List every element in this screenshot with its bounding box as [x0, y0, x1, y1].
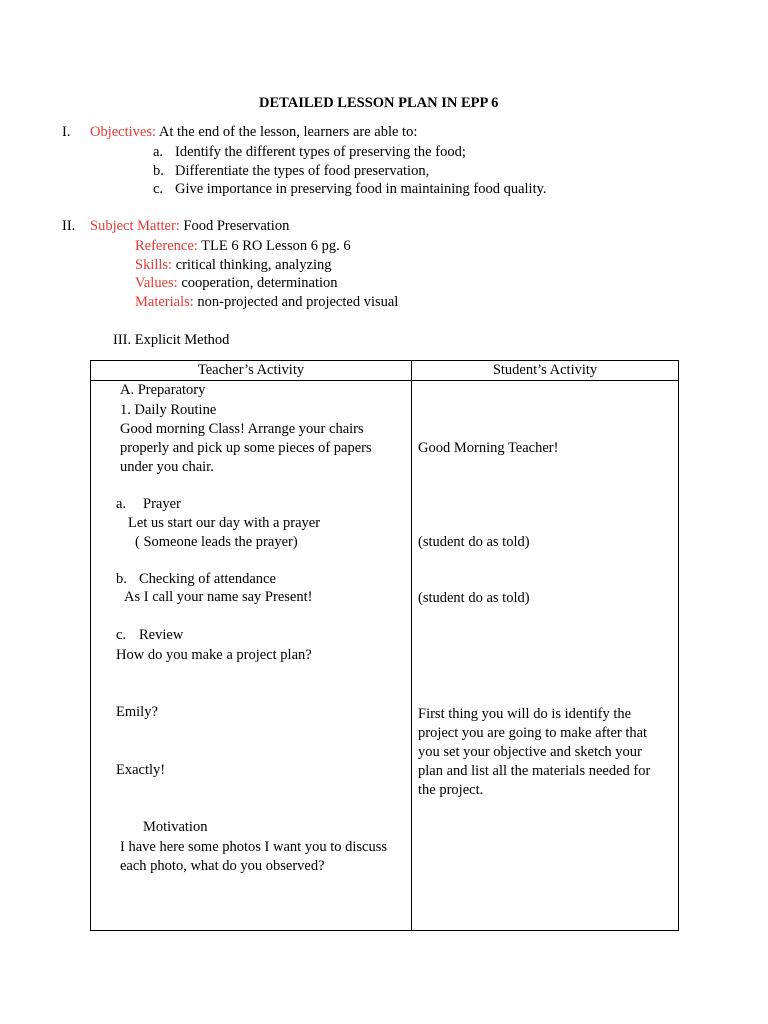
- affirm-text: Exactly!: [116, 762, 166, 778]
- motivation-title: Motivation: [143, 819, 208, 835]
- answer-line-5: the project.: [418, 782, 484, 798]
- values-value: cooperation, determination: [181, 275, 338, 291]
- attendance-reply: (student do as told): [418, 590, 530, 606]
- values-label: Values:: [135, 275, 178, 291]
- review-question: How do you make a project plan?: [116, 647, 312, 663]
- answer-line-1: First thing you will do is identify the: [418, 706, 632, 722]
- answer-line-4: plan and list all the materials needed for: [418, 763, 651, 779]
- prayer-title: Prayer: [143, 496, 181, 512]
- student-activity-cell: [412, 381, 679, 931]
- skills-label: Skills:: [135, 257, 173, 273]
- attendance-title: Checking of attendance: [139, 571, 276, 587]
- materials-value: non-projected and projected visual: [197, 294, 399, 310]
- objective-item-b: Differentiate the types of food preservation,: [175, 163, 430, 179]
- objective-letter-c: c.: [153, 181, 164, 197]
- reference-line: [135, 237, 351, 256]
- skills-value: critical thinking, analyzing: [175, 257, 332, 273]
- objectives-intro: At the end of the lesson, learners are able to:: [158, 124, 418, 140]
- preparatory-heading: A. Preparatory: [120, 382, 206, 398]
- objective-item-a: Identify the different types of preserving the food;: [175, 144, 466, 160]
- attendance-letter: b.: [116, 571, 127, 587]
- motivation-line-2: each photo, what do you observed?: [120, 858, 325, 874]
- objectives-numeral: I.: [62, 124, 71, 140]
- subject-numeral: II.: [62, 218, 76, 234]
- table-header-row: [91, 361, 679, 381]
- daily-routine-heading: 1. Daily Routine: [120, 402, 217, 418]
- subject-line: [90, 217, 289, 236]
- greeting-line-2: properly and pick up some pieces of papers: [120, 440, 372, 456]
- teacher-activity-cell: [91, 381, 412, 931]
- objectives-label: Objectives:: [90, 124, 157, 140]
- table-body-row: [91, 381, 679, 931]
- student-activity-header: Student’s Activity: [412, 361, 679, 381]
- greeting-line-1: Good morning Class! Arrange your chairs: [120, 421, 364, 437]
- review-title: Review: [139, 627, 184, 643]
- reference-value: TLE 6 RO Lesson 6 pg. 6: [201, 238, 351, 254]
- activity-table: [90, 360, 679, 931]
- answer-line-2: project you are going to make after that: [418, 725, 648, 741]
- materials-line: [135, 293, 398, 312]
- prayer-line-2: ( Someone leads the prayer): [135, 534, 298, 550]
- prayer-line-1: Let us start our day with a prayer: [128, 515, 321, 531]
- greeting-line-3: under you chair.: [120, 459, 214, 475]
- skills-line: [135, 256, 332, 275]
- attendance-line: As I call your name say Present!: [124, 589, 313, 605]
- call-student-text: Emily?: [116, 704, 158, 720]
- subject-value: Food Preservation: [183, 218, 290, 234]
- prayer-reply: (student do as told): [418, 534, 530, 550]
- teacher-activity-header: Teacher’s Activity: [91, 361, 412, 381]
- objective-letter-a: a.: [153, 144, 164, 160]
- objective-item-c: Give importance in preserving food in maintaining food quality.: [175, 181, 547, 197]
- subject-label: Subject Matter:: [90, 218, 180, 234]
- objectives-line: [90, 123, 417, 142]
- materials-label: Materials:: [135, 294, 194, 310]
- objective-letter-b: b.: [153, 163, 164, 179]
- document-title: DETAILED LESSON PLAN IN EPP 6: [259, 95, 499, 111]
- prayer-letter: a.: [116, 496, 127, 512]
- review-letter: c.: [116, 627, 127, 643]
- motivation-line-1: I have here some photos I want you to discuss: [120, 839, 387, 855]
- values-line: [135, 274, 338, 293]
- greeting-reply: Good Morning Teacher!: [418, 440, 559, 456]
- answer-line-3: you set your objective and sketch your: [418, 744, 642, 760]
- method-heading: III. Explicit Method: [113, 332, 230, 348]
- reference-label: Reference:: [135, 238, 198, 254]
